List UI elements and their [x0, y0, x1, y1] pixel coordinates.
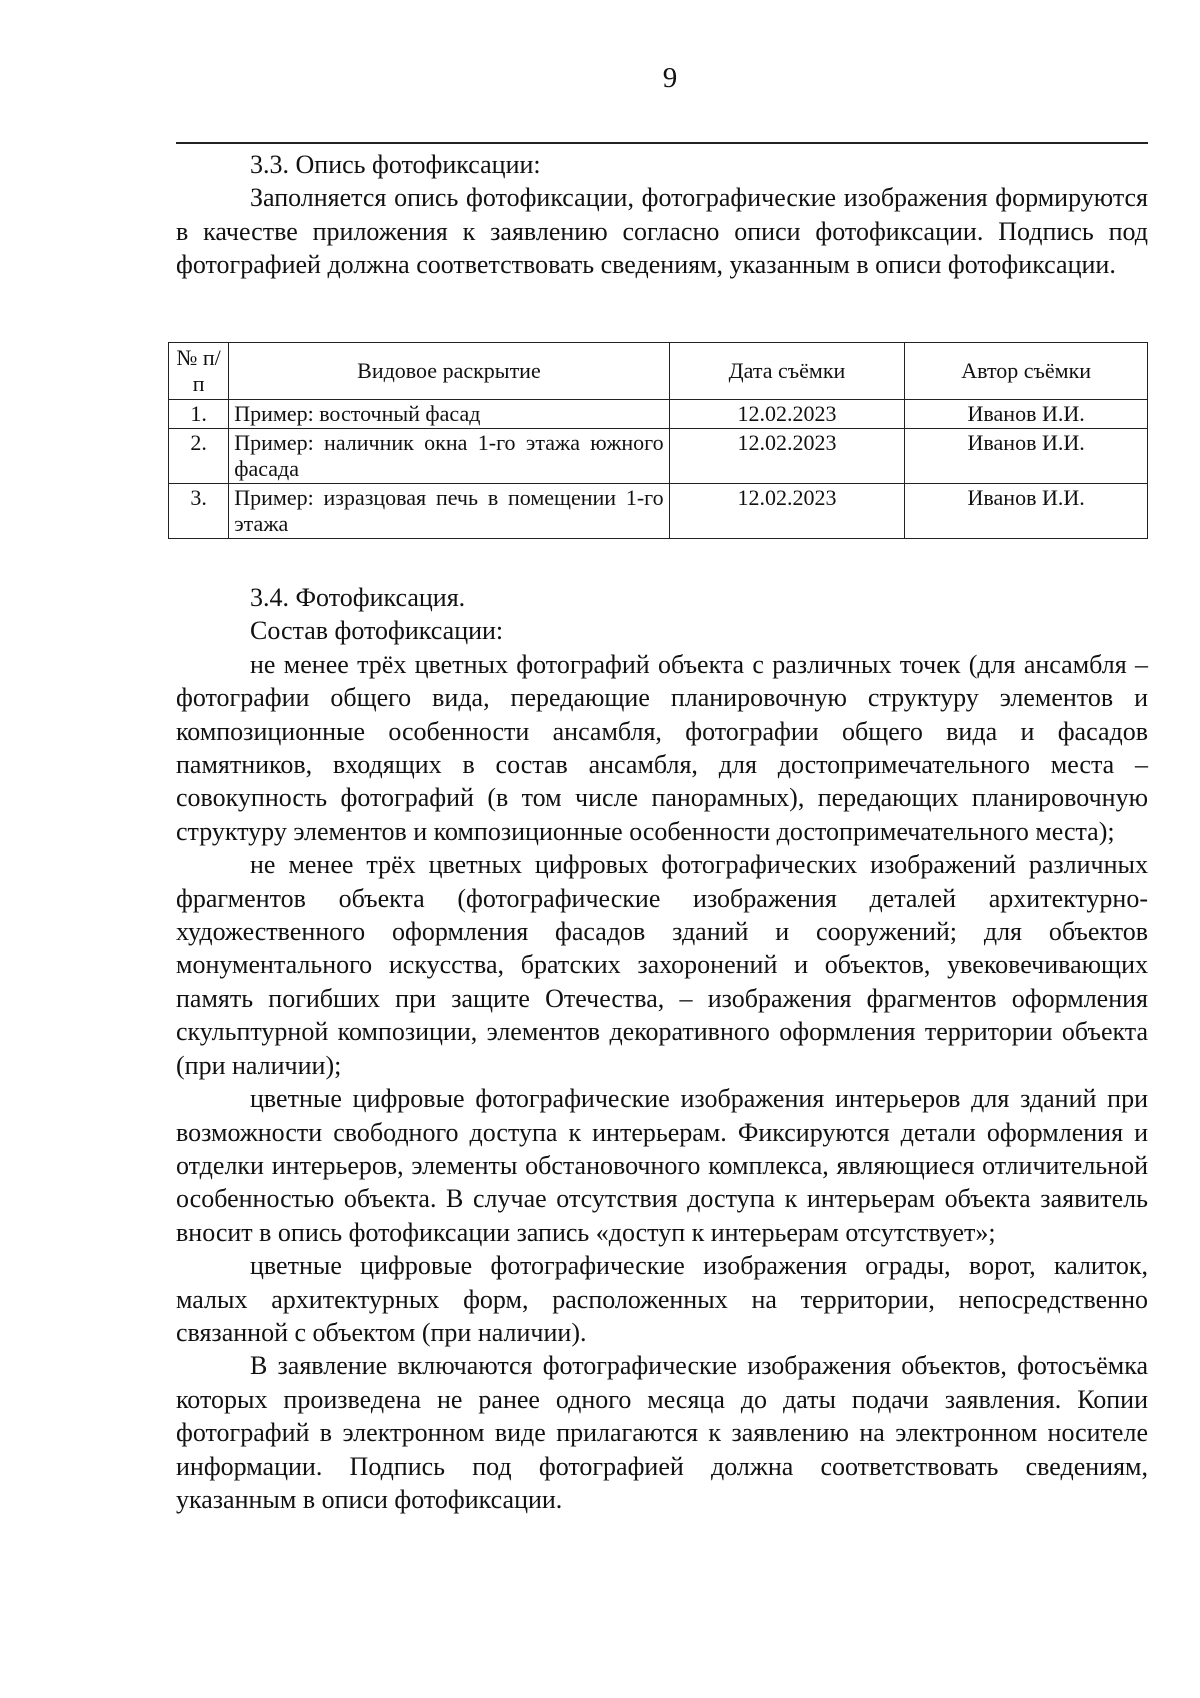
row-num: 2.	[169, 429, 229, 484]
section-photo-recording	[176, 581, 1148, 1516]
table-row	[169, 400, 1148, 429]
section-heading: 3.3. Опись фотофиксации:	[250, 150, 541, 179]
row-num: 3.	[169, 484, 229, 539]
section-photo-inventory	[176, 148, 1148, 282]
section-heading: 3.4. Фотофиксация.	[250, 583, 466, 612]
paragraph: не менее трёх цветных цифровых фотографических изображений различных фрагментов объекта (фотографические изображения деталей архитектурно-художественного оформления фасадов зданий и сооружений; для объектов монументального искусства, братских захоронений и объектов, увековечивающих память погибших при защите Отечества, – изображения фрагментов оформления скульптурной композиции, элементов декоративного оформления территории объекта (при наличии);	[176, 850, 1148, 1080]
table-row	[169, 429, 1148, 484]
column-header-date: Дата съёмки	[669, 343, 905, 400]
row-num: 1.	[169, 400, 229, 429]
header-rule	[176, 142, 1148, 144]
paragraph: не менее трёх цветных фотографий объекта с различных точек (для ансамбля – фотографии общего вида, передающие планировочную структуру элементов и композиционные особенности ансамбля, фотографии общего вида и фасадов памятников, входящих в состав ансамбля, для достопримечательного места – совокупность фотографий (в том числе панорамных), передающих планировочную структуру элементов и композиционные особенности достопримечательного места);	[176, 649, 1148, 846]
row-author: Иванов И.И.	[905, 429, 1148, 484]
table-row	[169, 484, 1148, 539]
row-date: 12.02.2023	[669, 400, 905, 429]
row-view: Пример: наличник окна 1-го этажа южного фасада	[229, 429, 669, 484]
column-header-num: № п/п	[169, 343, 229, 400]
paragraph: цветные цифровые фотографические изображения интерьеров для зданий при возможности свободного доступа к интерьерам. Фиксируются детали оформления и отделки интерьеров, элементы обстановочного комплекса, являющиеся отличительной особенностью объекта. В случае отсутствия доступа к интерьерам объекта заявитель вносит в опись фотофиксации запись «доступ к интерьерам отсутствует»;	[176, 1084, 1148, 1247]
table-header-row	[169, 343, 1148, 400]
paragraph: В заявление включаются фотографические изображения объектов, фотосъёмка которых произведена не ранее одного месяца до даты подачи заявления. Копии фотографий в электронном виде прилагаются к заявлению на электронном носителе информации. Подпись под фотографией должна соответствовать сведениям, указанным в описи фотофиксации.	[176, 1351, 1148, 1514]
row-author: Иванов И.И.	[905, 400, 1148, 429]
row-view: Пример: изразцовая печь в помещении 1-го этажа	[229, 484, 669, 539]
row-date: 12.02.2023	[669, 429, 905, 484]
column-header-author: Автор съёмки	[905, 343, 1148, 400]
paragraph: Заполняется опись фотофиксации, фотографические изображения формируются в качестве приложения к заявлению согласно описи фотофиксации. Подпись под фотографией должна соответствовать сведениям, указанным в описи фотофиксации.	[176, 183, 1148, 280]
photo-inventory-table	[168, 342, 1148, 539]
page-number: 9	[662, 62, 678, 94]
row-author: Иванов И.И.	[905, 484, 1148, 539]
row-view: Пример: восточный фасад	[229, 400, 669, 429]
section-subheading: Состав фотофиксации:	[250, 616, 504, 646]
paragraph: цветные цифровые фотографические изображения ограды, ворот, калиток, малых архитектурных форм, расположенных на территории, непосредственно связанной с объектом (при наличии).	[176, 1251, 1148, 1347]
column-header-view: Видовое раскрытие	[229, 343, 669, 400]
row-date: 12.02.2023	[669, 484, 905, 539]
